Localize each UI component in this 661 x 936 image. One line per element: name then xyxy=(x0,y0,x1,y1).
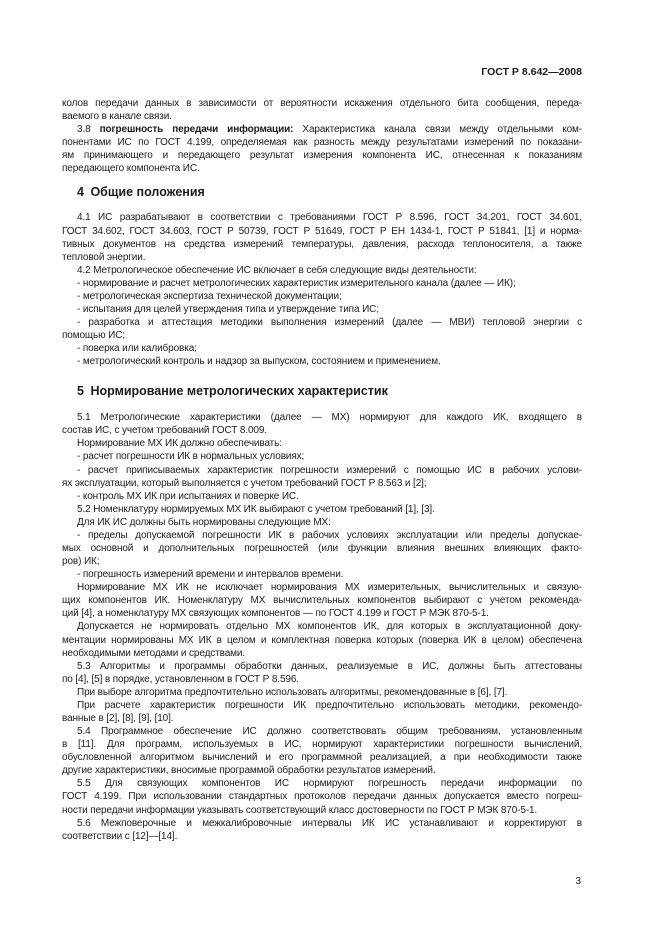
text-line: - поверка или калибровка; xyxy=(77,343,197,355)
text-line: - погрешность измерений времени и интервалов времени. xyxy=(77,569,344,581)
clause-5-2 xyxy=(62,503,582,516)
clause-5-1 xyxy=(62,411,582,437)
text-line: необходимыми методами и средствами. xyxy=(62,647,246,659)
intro-paragraph xyxy=(62,97,582,123)
exemption-note xyxy=(62,620,582,659)
page-body xyxy=(62,97,582,843)
requirements-list xyxy=(62,450,582,502)
section-heading-4 xyxy=(62,184,582,200)
text-line: тивных документов на средства измерений температуры, давления, расхода теплоносителя, а также xyxy=(62,238,582,250)
list-item xyxy=(62,450,582,463)
text-line: Нормирование МХ ИК не исключает нормирования МХ измерительных, вычислительных и связую- xyxy=(77,582,582,594)
document-designation: ГОСТ Р 8.642—2008 xyxy=(481,66,582,78)
text-line: - разработка и аттестация методики выполнения измерений (далее — МВИ) тепловой энергии с xyxy=(77,317,582,329)
text-line: - испытания для целей утверждения типа и утверждение типа ИС; xyxy=(77,304,379,316)
text-line: ментации нормированы МХ ИК в целом и комплектная поверка которых (поверка ИК в целом) обеспечена xyxy=(62,634,582,646)
text-line: ях эксплуатации, который выполняется с учетом требований ГОСТ Р 8.563 и [2]; xyxy=(62,477,427,489)
text-line: соответствии с [12]—[14]. xyxy=(62,830,178,842)
text-line: - пределы допускаемой погрешности ИК в рабочих условиях эксплуатации или пределы допускае- xyxy=(77,529,582,541)
clause-5-4 xyxy=(62,725,582,777)
text-line: Для ИК ИС должны быть нормированы следующие МХ: xyxy=(77,516,331,528)
text-line: Нормирование МХ ИК должно обеспечивать: xyxy=(77,438,282,450)
text-line: помощью ИС; xyxy=(62,330,125,342)
text-line: ванные в [2], [8], [9], [10]. xyxy=(62,713,174,724)
list-item xyxy=(62,490,582,503)
definition-text: Характеристика канала связи между отдельными ком- xyxy=(302,123,582,135)
section-number: 4 xyxy=(77,184,84,199)
text-line: - расчет приписываемых характеристик погрешности измерений с помощью ИС в рабочих услови- xyxy=(77,464,582,476)
text-line: - метрологическая экспертиза технической документации; xyxy=(77,290,342,302)
text-line: - нормирование и расчет метрологических характеристик измерительного канала (далее — ИК); xyxy=(77,277,516,289)
clause-4-2 xyxy=(62,264,582,277)
text-line: ГОСТ 34.602, ГОСТ 34.603, ГОСТ Р 50739, ГОСТ Р 51649, ГОСТ Р ЕН 1434-1, ГОСТ Р 51841, [1] и норма- xyxy=(62,225,582,237)
text-line: Допускается не нормировать отдельно МХ компонентов ИК, для которых в эксплуатационной доку- xyxy=(77,621,582,633)
text-line: другие характеристики, вносимые программой обработки результатов измерений. xyxy=(62,765,436,777)
activities-list xyxy=(62,277,582,369)
term-3-8-paragraph xyxy=(62,123,582,175)
section-heading-5 xyxy=(62,383,582,399)
text-line: - контроль МХ ИК при испытаниях и поверке ИС. xyxy=(77,490,299,502)
methods-note xyxy=(62,699,582,725)
text-line: 5.1 Метрологические характеристики (далее — МХ) нормируют для каждого ИК, входящего в xyxy=(77,412,582,424)
list-item xyxy=(62,277,582,290)
text-line: При выборе алгоритма предпочтительно использовать алгоритмы, рекомендованные в [6], [7]. xyxy=(77,686,508,698)
requirements-intro xyxy=(62,437,582,450)
text-line: 5.6 Межповерочные и межкалибровочные интервалы ИК ИС устанавливают и корректируют в xyxy=(77,817,582,829)
list-item xyxy=(62,529,582,568)
clause-5-3 xyxy=(62,660,582,686)
defined-term: погрешность передачи информации: xyxy=(99,123,294,135)
clause-4-1 xyxy=(62,211,582,263)
text-line: по [4], [5] в порядке, установленном в ГОСТ Р 8.596. xyxy=(62,673,299,685)
section-title: Нормирование метрологических характеристик xyxy=(90,383,388,398)
text-line: ров) ИК; xyxy=(62,556,100,568)
text-line: ГОСТ 4.199. При использовании стандартных протоколов передачи данных допускается вместо погреш- xyxy=(62,791,582,803)
text-line: щих компонентов ИК. Номенклатуру МХ вычислительных компонентов выбирают с учетом рекоменда- xyxy=(62,595,582,607)
page-number: 3 xyxy=(575,876,581,887)
text-line: ций [4], а номенклатуру МХ связующих компонентов — по ГОСТ 4.199 и ГОСТ Р МЭК 870-5-1. xyxy=(62,608,489,620)
text-line: 5.4 Программное обеспечение ИС должно соответствовать общим требованиям, установленным xyxy=(77,726,582,738)
list-item xyxy=(62,342,582,355)
text-line: обусловленной алгоритмом вычислений и его программной реализацией, а при необходимости также xyxy=(62,752,582,764)
text-line: 5.5 Для связующих компонентов ИС нормируют погрешность передачи информации по xyxy=(77,778,582,790)
text-line: тепловой энергии. xyxy=(62,251,146,263)
text-line: 5.2 Номенклатуру нормируемых МХ ИК выбирают с учетом требований [1], [3]. xyxy=(77,503,435,515)
list-item xyxy=(62,303,582,316)
characteristics-intro xyxy=(62,516,582,529)
text-line xyxy=(62,123,582,136)
text-line: ности передачи информации указывать соответствующий класс достоверности по ГОСТ Р МЭК 870-5-1. xyxy=(62,804,538,816)
text-line: ваемого в канале связи. xyxy=(62,110,172,122)
list-item xyxy=(62,355,582,368)
list-item xyxy=(62,290,582,303)
list-item xyxy=(62,316,582,342)
text-line: передающего компонента ИС. xyxy=(62,162,200,174)
list-item xyxy=(62,568,582,581)
characteristics-list xyxy=(62,529,582,581)
text-line: 4.1 ИС разрабатывают в соответствии с требованиями ГОСТ Р 8.596, ГОСТ 34.201, ГОСТ 34.601, xyxy=(77,212,582,224)
text-line: - метрологический контроль и надзор за выпуском, состоянием и применением. xyxy=(77,356,441,368)
clause-number: 3.8 xyxy=(77,123,91,135)
algorithm-note xyxy=(62,686,582,699)
text-line: понентами ИС по ГОСТ 4.199, определяемая как разность между результатами измерений по показани- xyxy=(62,136,582,148)
text-line: ям принимающего и передающего результат измерения компонента ИС, отнесенная к показаниям xyxy=(62,149,582,161)
text-line: 5.3 Алгоритмы и программы обработки данных, реализуемые в ИС, должны быть аттестованы xyxy=(77,660,582,672)
text-line: 4.2 Метрологическое обеспечение ИС включает в себя следующие виды деятельности: xyxy=(77,264,477,276)
clause-5-5 xyxy=(62,777,582,816)
text-line: колов передачи данных в зависимости от вероятности искажения отдельного бита сообщения, переда- xyxy=(62,97,582,109)
text-line: состав ИС, с учетом требований ГОСТ 8.009. xyxy=(62,425,267,437)
list-item xyxy=(62,464,582,490)
section-number: 5 xyxy=(77,383,84,398)
text-line: мых основной и дополнительных погрешностей (или функции влияния внешних влияющих факто- xyxy=(62,542,582,554)
text-line: в [11]. Для программ, используемых в ИС, нормируют характеристики погрешности вычислений, xyxy=(62,739,582,751)
section-title: Общие положения xyxy=(90,184,205,199)
text-line: При расчете характеристик погрешности ИК предпочтительно использовать методики, рекомендо- xyxy=(77,699,582,711)
text-line: - расчет погрешности ИК в нормальных условиях; xyxy=(77,451,305,463)
components-note xyxy=(62,581,582,620)
clause-5-6 xyxy=(62,817,582,843)
